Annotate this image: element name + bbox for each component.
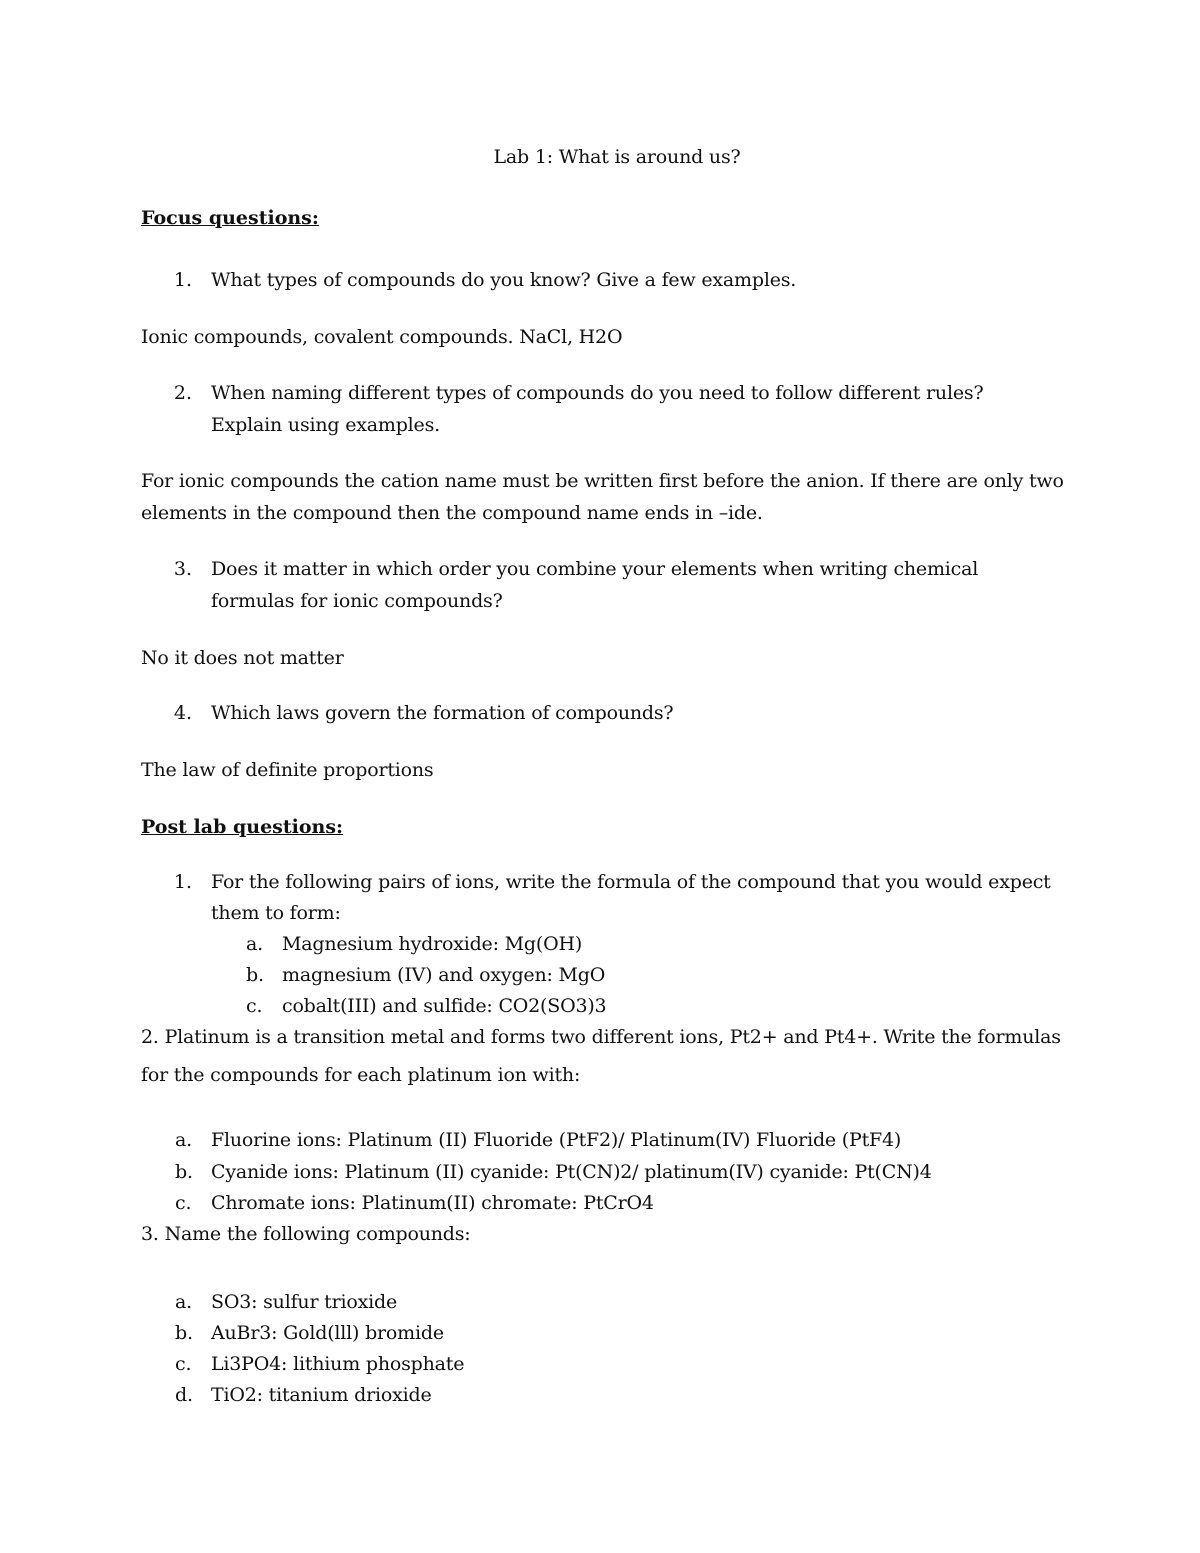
post-q1-item-a-text: Magnesium hydroxide: Mg(OH) xyxy=(282,933,583,955)
focus-q1-text: What types of compounds do you know? Give a few examples. xyxy=(211,269,797,291)
focus-q1-answer: Ionic compounds, covalent compounds. NaCl, H2O xyxy=(141,326,623,348)
post-q2-item-a-text: Fluorine ions: Platinum (II) Fluoride (PtF2)/ Platinum(IV) Fluoride (PtF4) xyxy=(211,1129,902,1151)
post-q1-line2: them to form: xyxy=(211,902,341,924)
post-q3-item-b-text: AuBr3: Gold(lll) bromide xyxy=(211,1322,444,1344)
focus-q2-line2: Explain using examples. xyxy=(211,414,440,436)
focus-q3-number: 3. xyxy=(173,558,192,580)
post-q2-item-b-text: Cyanide ions: Platinum (II) cyanide: Pt(CN)2/ platinum(IV) cyanide: Pt(CN)4 xyxy=(211,1161,932,1183)
focus-q2-answer-line1: For ionic compounds the cation name must be written first before the anion. If there are only two xyxy=(141,470,1064,492)
post-q1-number: 1. xyxy=(173,871,192,893)
post-q3-item-c-label: c. xyxy=(175,1353,192,1375)
focus-q2-answer-line2: elements in the compound then the compound name ends in –ide. xyxy=(141,502,763,524)
post-q3-item-d-text: TiO2: titanium drioxide xyxy=(211,1384,432,1406)
focus-q3-line1: Does it matter in which order you combine your elements when writing chemical xyxy=(211,558,979,580)
post-q3-item-d-label: d. xyxy=(175,1384,193,1406)
post-q2-item-b-label: b. xyxy=(175,1161,193,1183)
post-q2-item-c-label: c. xyxy=(175,1192,192,1214)
focus-q4-answer: The law of definite proportions xyxy=(141,759,434,781)
focus-q2-line1: When naming different types of compounds do you need to follow different rules? xyxy=(211,382,984,404)
focus-questions-heading: Focus questions: xyxy=(141,207,319,229)
post-q3-line1: 3. Name the following compounds: xyxy=(141,1223,471,1245)
post-q1-item-c-text: cobalt(III) and sulfide: CO2(SO3)3 xyxy=(282,995,607,1017)
post-q3-item-c-text: Li3PO4: lithium phosphate xyxy=(211,1353,465,1375)
post-q2-line2: for the compounds for each platinum ion with: xyxy=(141,1064,581,1086)
post-q3-item-a-label: a. xyxy=(175,1291,192,1313)
focus-q4-text: Which laws govern the formation of compounds? xyxy=(211,702,674,724)
post-q1-item-a-label: a. xyxy=(246,933,263,955)
post-q1-item-c-label: c. xyxy=(246,995,263,1017)
post-q1-item-b-text: magnesium (IV) and oxygen: MgO xyxy=(282,964,606,986)
post-q3-item-b-label: b. xyxy=(175,1322,193,1344)
focus-q3-line2: formulas for ionic compounds? xyxy=(211,590,503,612)
post-q1-line1: For the following pairs of ions, write the formula of the compound that you would expect xyxy=(211,871,1051,893)
focus-q3-answer: No it does not matter xyxy=(141,647,344,669)
post-q1-item-b-label: b. xyxy=(246,964,264,986)
post-lab-questions-heading: Post lab questions: xyxy=(141,816,344,838)
post-q2-line1: 2. Platinum is a transition metal and forms two different ions, Pt2+ and Pt4+. Write the formulas xyxy=(141,1026,1061,1048)
post-q2-item-a-label: a. xyxy=(175,1129,192,1151)
focus-q1-number: 1. xyxy=(173,269,192,291)
focus-q4-number: 4. xyxy=(173,702,192,724)
post-q2-item-c-text: Chromate ions: Platinum(II) chromate: PtCrO4 xyxy=(211,1192,654,1214)
post-q3-item-a-text: SO3: sulfur trioxide xyxy=(211,1291,398,1313)
focus-q2-number: 2. xyxy=(173,382,192,404)
page-title: Lab 1: What is around us? xyxy=(493,146,741,168)
